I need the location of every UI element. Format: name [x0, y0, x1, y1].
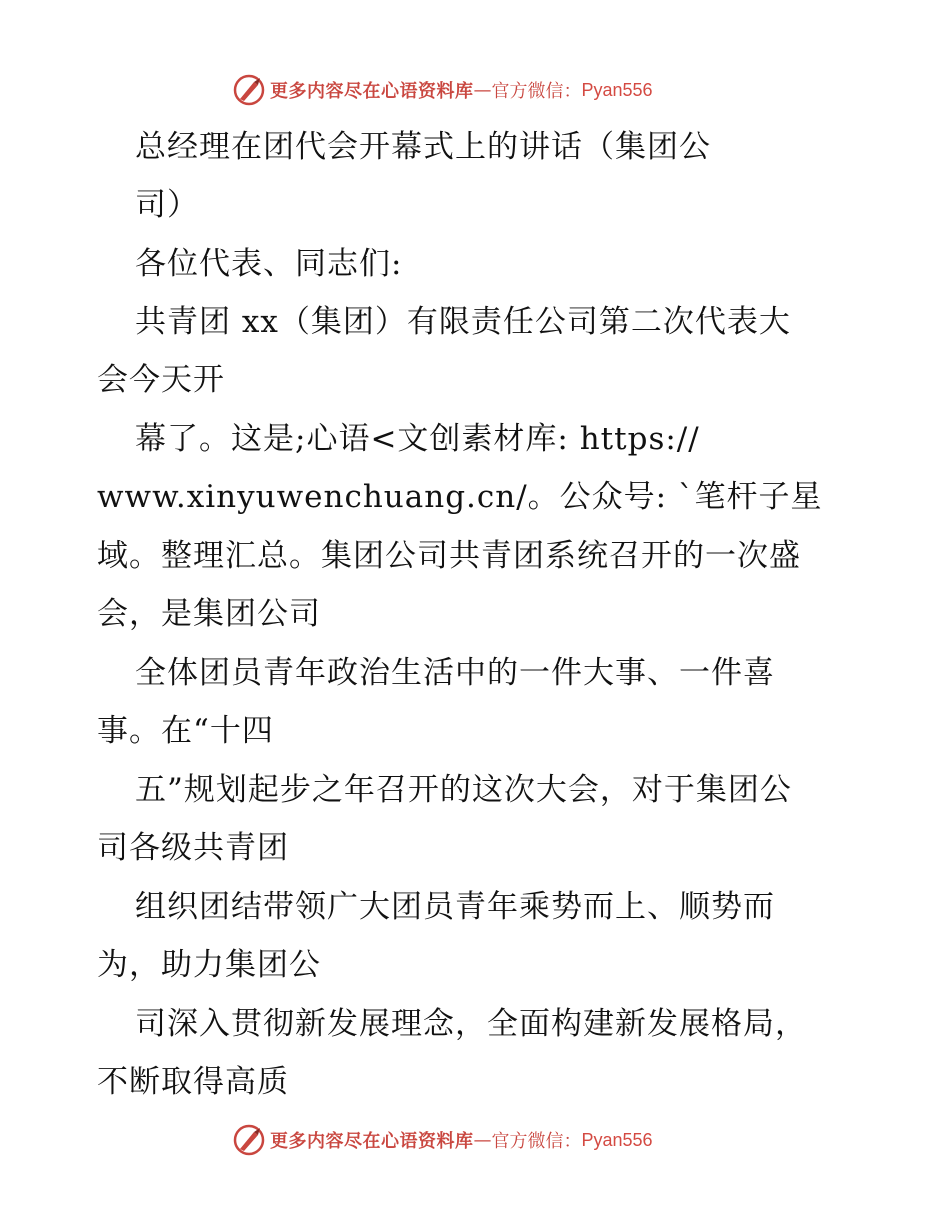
wechat-label: 官方微信：	[491, 81, 582, 102]
paragraph-line: 会今天开	[97, 362, 225, 398]
watermark-text: 更多内容尽在心语资料库	[270, 81, 474, 102]
paragraph-line: 不断取得高质	[97, 1064, 289, 1100]
paragraph-line: 共青团 xx（集团）有限责任公司第二次代表大	[135, 304, 791, 340]
paragraph-line: 幕了。这是;心语<文创素材库: https://	[135, 421, 700, 457]
paragraph-line: 域。整理汇总。集团公司共青团系统召开的一次盛	[97, 538, 801, 574]
paragraph-line: 会，是集团公司	[97, 596, 321, 632]
paragraph-line: 为，助力集团公	[97, 947, 321, 983]
quill-logo-icon	[232, 1123, 266, 1157]
footer-watermark	[232, 1120, 722, 1160]
salutation: 各位代表、同志们:	[135, 246, 403, 282]
wechat-id: Pyan556	[581, 1129, 653, 1150]
watermark-separator: —	[473, 1129, 492, 1151]
paragraph-line: 事。在“十四	[97, 713, 274, 749]
watermark-text: 更多内容尽在心语资料库	[270, 1131, 474, 1152]
paragraph-line: 组织团结带领广大团员青年乘势而上、顺势而	[135, 889, 775, 925]
paragraph-line: 全体团员青年政治生活中的一件大事、一件喜	[135, 655, 775, 691]
wechat-label: 官方微信：	[491, 1131, 582, 1152]
document-title-line-2: 司）	[135, 187, 199, 223]
paragraph-line: 司深入贯彻新发展理念，全面构建新发展格局，	[135, 1006, 807, 1042]
document-title-line-1: 总经理在团代会开幕式上的讲话（集团公	[135, 129, 711, 165]
watermark-separator: —	[473, 79, 492, 101]
paragraph-line: 五”规划起步之年召开的这次大会，对于集团公	[135, 772, 792, 808]
wechat-id: Pyan556	[581, 79, 653, 100]
paragraph-line: www.xinyuwenchuang.cn/。公众号: `笔杆子星	[97, 479, 823, 515]
paragraph-line: 司各级共青团	[97, 830, 289, 866]
